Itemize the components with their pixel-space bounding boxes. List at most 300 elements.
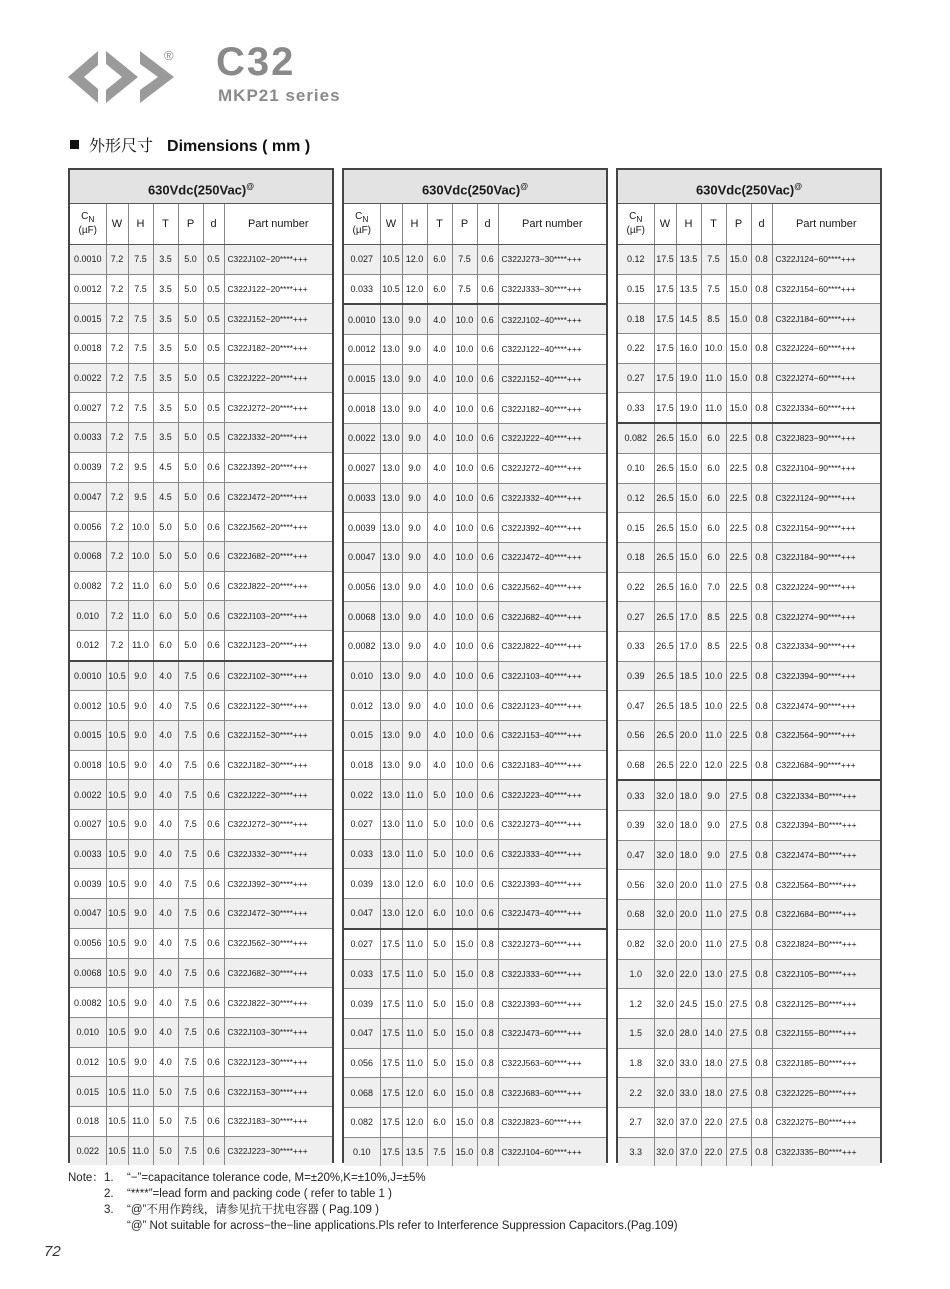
table-cell: 0.8 xyxy=(477,959,498,989)
table-cell: 6.0 xyxy=(427,245,452,275)
table-cell: 13.0 xyxy=(380,453,402,483)
table-cell: C322J124−90****+++ xyxy=(772,483,880,513)
table-cell: C322J223−40****+++ xyxy=(498,780,606,810)
table-cell: 10.0 xyxy=(452,572,477,602)
col-header-t: T xyxy=(427,204,452,245)
table-row xyxy=(344,810,606,840)
table-row xyxy=(618,363,880,393)
table-cell: C322J823−90****+++ xyxy=(772,423,880,453)
table-cell: 0.8 xyxy=(477,1018,498,1048)
table-cell: 10.5 xyxy=(380,245,402,275)
table-cell: C322J103−30****+++ xyxy=(224,1017,332,1047)
table-cell: 0.8 xyxy=(751,334,772,364)
table-cell: 9.5 xyxy=(128,452,153,482)
table-cell: C322J822−20****+++ xyxy=(224,571,332,601)
table-cell: 5.0 xyxy=(427,839,452,869)
table-row xyxy=(70,899,332,929)
table-cell: 0.027 xyxy=(344,929,380,959)
table-row xyxy=(70,928,332,958)
table-cell: 27.5 xyxy=(726,989,751,1019)
table-cell: 9.0 xyxy=(402,721,427,751)
table-cell: 17.5 xyxy=(380,1137,402,1166)
table-cell: 13.0 xyxy=(380,869,402,899)
table-cell: 4.0 xyxy=(427,483,452,513)
table-cell: C322J563−60****+++ xyxy=(498,1048,606,1078)
section-title-en: Dimensions ( mm ) xyxy=(167,138,311,155)
table-cell: 9.0 xyxy=(701,780,726,810)
table-cell: 32.0 xyxy=(654,1048,676,1078)
table-cell: 10.5 xyxy=(106,810,128,840)
table-cell: 0.8 xyxy=(477,989,498,1019)
table-cell: 0.010 xyxy=(70,601,106,631)
table-cell: 9.0 xyxy=(402,364,427,394)
table-cell: 11.0 xyxy=(402,810,427,840)
table-cell: 0.47 xyxy=(618,691,654,721)
table-cell: C322J684−90****+++ xyxy=(772,750,880,780)
col-header-h: H xyxy=(676,204,701,245)
table-row xyxy=(70,334,332,364)
table-cell: 5.0 xyxy=(427,810,452,840)
table-cell: 0.0033 xyxy=(70,839,106,869)
table-cell: 0.27 xyxy=(618,363,654,393)
table-cell: 9.0 xyxy=(402,513,427,543)
table-cell: C322J682−30****+++ xyxy=(224,958,332,988)
table-row xyxy=(344,602,606,632)
table-cell: 22.0 xyxy=(676,959,701,989)
table-cell: C322J225−B0****+++ xyxy=(772,1078,880,1108)
table-cell: 27.5 xyxy=(726,959,751,989)
table-cell: 0.5 xyxy=(203,334,224,364)
table-cell: 26.5 xyxy=(654,691,676,721)
table-cell: 0.6 xyxy=(477,424,498,454)
table-cell: 4.0 xyxy=(427,691,452,721)
table-cell: 12.0 xyxy=(402,1107,427,1137)
table-cell: 10.0 xyxy=(452,661,477,691)
table-cell: 22.0 xyxy=(701,1137,726,1166)
table-cell: 13.0 xyxy=(380,899,402,929)
table-cell: C322J183−30****+++ xyxy=(224,1106,332,1136)
table-header-row xyxy=(70,204,332,245)
table-cell: 9.0 xyxy=(701,811,726,841)
table-cell: 4.0 xyxy=(427,453,452,483)
table-cell: 0.27 xyxy=(618,602,654,632)
table-row xyxy=(344,1018,606,1048)
note-1: “−”=capacitance tolerance code, M=±20%,K=±10%,J=±5% xyxy=(127,1172,426,1184)
table-cell: 32.0 xyxy=(654,929,676,959)
table-row xyxy=(70,661,332,691)
table-cell: 10.0 xyxy=(452,542,477,572)
table-cell: 18.0 xyxy=(676,780,701,810)
table-cell: 0.0082 xyxy=(70,571,106,601)
table-cell: 0.015 xyxy=(70,1077,106,1107)
table-cell: 0.0027 xyxy=(344,453,380,483)
table-row xyxy=(70,393,332,423)
table-row xyxy=(618,483,880,513)
table-cell: 17.5 xyxy=(654,304,676,334)
table-row xyxy=(618,959,880,989)
table-row xyxy=(344,1107,606,1137)
table-cell: 13.0 xyxy=(380,631,402,661)
table-cell: 0.82 xyxy=(618,929,654,959)
table-cell: 15.0 xyxy=(676,483,701,513)
table-cell: 16.0 xyxy=(676,334,701,364)
table-cell: 6.0 xyxy=(427,274,452,304)
table-cell: 17.0 xyxy=(676,602,701,632)
table-cell: 0.082 xyxy=(618,423,654,453)
table-cell: 15.0 xyxy=(452,1018,477,1048)
table-cell: 4.0 xyxy=(427,602,452,632)
table-cell: 0.0056 xyxy=(70,512,106,542)
table-cell: 7.5 xyxy=(178,928,203,958)
table-cell: 3.5 xyxy=(153,423,178,453)
table-row xyxy=(618,1048,880,1078)
table-cell: 7.5 xyxy=(701,245,726,275)
table-row xyxy=(70,839,332,869)
table-cell: 5.0 xyxy=(178,393,203,423)
table-cell: 10.0 xyxy=(128,541,153,571)
col-header-h: H xyxy=(402,204,427,245)
table-cell: 0.8 xyxy=(751,1137,772,1166)
table-cell: 0.039 xyxy=(344,989,380,1019)
notes xyxy=(68,1170,678,1234)
table-cell: 27.5 xyxy=(726,1078,751,1108)
table-cell: 6.0 xyxy=(427,1107,452,1137)
table-cell: 5.0 xyxy=(178,482,203,512)
table-cell: C322J332−30****+++ xyxy=(224,839,332,869)
table-cell: C322J224−90****+++ xyxy=(772,572,880,602)
table-cell: 0.6 xyxy=(203,512,224,542)
table-cell: C322J562−20****+++ xyxy=(224,512,332,542)
table-cell: 22.5 xyxy=(726,542,751,572)
table-cell: C322J153−40****+++ xyxy=(498,721,606,751)
table-cell: 9.0 xyxy=(402,542,427,572)
table-cell: 26.5 xyxy=(654,661,676,691)
table-row xyxy=(344,661,606,691)
table-row xyxy=(344,304,606,334)
table-cell: C322J102−30****+++ xyxy=(224,661,332,691)
table-cell: 0.6 xyxy=(203,988,224,1018)
table-cell: 4.0 xyxy=(153,691,178,721)
table-cell: 0.018 xyxy=(344,750,380,780)
table-cell: 1.2 xyxy=(618,989,654,1019)
table-cell: 0.6 xyxy=(477,513,498,543)
table-row xyxy=(344,839,606,869)
col-header-p: P xyxy=(178,204,203,245)
table-cell: 4.0 xyxy=(427,364,452,394)
table-row xyxy=(618,245,880,275)
table-row xyxy=(344,989,606,1019)
table-cell: 4.0 xyxy=(153,899,178,929)
table-cell: 3.5 xyxy=(153,334,178,364)
dimension-table-3 xyxy=(616,168,882,1163)
table-cell: C322J335−B0****+++ xyxy=(772,1137,880,1166)
col-header-t: T xyxy=(153,204,178,245)
table-cell: C322J393−40****+++ xyxy=(498,869,606,899)
table-title: 630Vdc(250Vac)@ xyxy=(70,170,332,204)
table-cell: 9.0 xyxy=(128,928,153,958)
table-cell: 0.010 xyxy=(70,1017,106,1047)
table-header-row xyxy=(618,204,880,245)
table-cell: 0.0018 xyxy=(70,334,106,364)
table-row xyxy=(344,274,606,304)
table-row xyxy=(70,1077,332,1107)
table-row xyxy=(618,1078,880,1108)
table-cell: C322J183−40****+++ xyxy=(498,750,606,780)
table-row xyxy=(70,958,332,988)
table-cell: 0.39 xyxy=(618,811,654,841)
table-cell: 0.22 xyxy=(618,334,654,364)
table-cell: 0.010 xyxy=(344,661,380,691)
table-cell: 8.5 xyxy=(701,631,726,661)
table-cell: 2.7 xyxy=(618,1107,654,1137)
table-cell: 6.0 xyxy=(153,601,178,631)
table-cell: 0.8 xyxy=(751,959,772,989)
table-row xyxy=(70,1017,332,1047)
table-cell: C322J123−30****+++ xyxy=(224,1047,332,1077)
table-row xyxy=(70,750,332,780)
table-cell: 5.0 xyxy=(153,512,178,542)
table-cell: 11.0 xyxy=(128,1077,153,1107)
table-cell: 4.0 xyxy=(427,572,452,602)
col-header-p: P xyxy=(452,204,477,245)
table-row xyxy=(618,631,880,661)
table-cell: 3.5 xyxy=(153,245,178,275)
table-cell: 14.0 xyxy=(701,1018,726,1048)
table-row xyxy=(618,750,880,780)
table-cell: 10.5 xyxy=(106,928,128,958)
table-cell: 10.0 xyxy=(701,691,726,721)
table-cell: 32.0 xyxy=(654,780,676,810)
table-cell: C322J102−40****+++ xyxy=(498,304,606,334)
table-cell: C322J473−40****+++ xyxy=(498,899,606,929)
table-cell: 0.6 xyxy=(203,839,224,869)
table-cell: 1.5 xyxy=(618,1018,654,1048)
table-cell: 10.0 xyxy=(452,750,477,780)
table-cell: 11.0 xyxy=(402,959,427,989)
table-cell: 4.0 xyxy=(153,869,178,899)
table-row xyxy=(618,423,880,453)
table-cell: C322J474−B0****+++ xyxy=(772,840,880,870)
table-cell: 12.0 xyxy=(402,274,427,304)
table-cell: 10.0 xyxy=(452,304,477,334)
table-cell: 0.12 xyxy=(618,245,654,275)
table-row xyxy=(618,1107,880,1137)
table-cell: 15.0 xyxy=(726,393,751,423)
table-cell: 7.5 xyxy=(178,691,203,721)
table-cell: C322J334−60****+++ xyxy=(772,393,880,423)
table-cell: C322J123−20****+++ xyxy=(224,630,332,660)
table-cell: 0.8 xyxy=(751,840,772,870)
table-cell: 10.0 xyxy=(452,602,477,632)
table-cell: 0.0027 xyxy=(70,393,106,423)
table-cell: 10.0 xyxy=(452,513,477,543)
table-cell: 7.2 xyxy=(106,601,128,631)
table-cell: 9.0 xyxy=(128,1017,153,1047)
table-cell: 11.0 xyxy=(701,363,726,393)
table-cell: 17.5 xyxy=(380,1078,402,1108)
table-row xyxy=(344,899,606,929)
table-cell: 10.5 xyxy=(106,750,128,780)
table-cell: 0.0039 xyxy=(344,513,380,543)
table-cell: 17.5 xyxy=(380,1107,402,1137)
table-cell: 9.0 xyxy=(128,988,153,1018)
table-cell: 4.0 xyxy=(153,839,178,869)
table-cell: 7.2 xyxy=(106,630,128,660)
table-row xyxy=(70,304,332,334)
table-cell: 9.0 xyxy=(402,750,427,780)
table-cell: 4.0 xyxy=(153,988,178,1018)
table-cell: 1.8 xyxy=(618,1048,654,1078)
table-cell: C322J182−40****+++ xyxy=(498,394,606,424)
table-cell: 5.0 xyxy=(153,1077,178,1107)
table-cell: 0.047 xyxy=(344,1018,380,1048)
table-cell: 0.5 xyxy=(203,393,224,423)
table-row xyxy=(618,780,880,810)
table-cell: 5.0 xyxy=(178,630,203,660)
table-row xyxy=(618,721,880,751)
col-header-p: P xyxy=(726,204,751,245)
table-cell: 9.0 xyxy=(402,661,427,691)
table-cell: 0.6 xyxy=(203,721,224,751)
table-cell: 0.8 xyxy=(477,929,498,959)
table-row xyxy=(70,245,332,275)
table-cell: 9.0 xyxy=(128,691,153,721)
table-cell: 0.6 xyxy=(203,1106,224,1136)
table-cell: 26.5 xyxy=(654,483,676,513)
table-cell: 0.0027 xyxy=(70,810,106,840)
table-cell: 9.0 xyxy=(402,394,427,424)
table-cell: 0.6 xyxy=(477,750,498,780)
table-cell: 7.5 xyxy=(452,245,477,275)
table-cell: C322J152−20****+++ xyxy=(224,304,332,334)
table-cell: 7.2 xyxy=(106,393,128,423)
table-cell: 27.5 xyxy=(726,780,751,810)
table-cell: C322J103−40****+++ xyxy=(498,661,606,691)
table-cell: 13.0 xyxy=(380,572,402,602)
table-row xyxy=(618,1137,880,1166)
col-header-part: Part number xyxy=(224,204,332,245)
table-row xyxy=(618,304,880,334)
table-row xyxy=(618,691,880,721)
table-cell: 15.0 xyxy=(726,304,751,334)
page-number: 72 xyxy=(44,1243,61,1260)
table-cell: 7.2 xyxy=(106,245,128,275)
table-cell: 9.0 xyxy=(128,958,153,988)
table-cell: 10.0 xyxy=(452,691,477,721)
table-cell: 22.5 xyxy=(726,423,751,453)
table-cell: 0.6 xyxy=(477,572,498,602)
table-cell: 17.5 xyxy=(380,989,402,1019)
table-cell: 17.5 xyxy=(380,1048,402,1078)
table-row xyxy=(70,988,332,1018)
table-cell: 13.0 xyxy=(380,750,402,780)
table-cell: 0.8 xyxy=(751,661,772,691)
table-cell: 0.0010 xyxy=(70,661,106,691)
table-cell: C322J474−90****+++ xyxy=(772,691,880,721)
table-row xyxy=(344,721,606,751)
table-cell: 11.0 xyxy=(402,989,427,1019)
table-cell: 4.0 xyxy=(427,631,452,661)
table-cell: C322J682−40****+++ xyxy=(498,602,606,632)
table-cell: 6.0 xyxy=(701,423,726,453)
table-cell: 12.0 xyxy=(402,1078,427,1108)
table-cell: 11.0 xyxy=(128,571,153,601)
table-cell: 7.5 xyxy=(178,810,203,840)
table-cell: 10.0 xyxy=(452,453,477,483)
table-cell: 7.5 xyxy=(128,334,153,364)
table-cell: 13.0 xyxy=(380,424,402,454)
table-cell: 3.3 xyxy=(618,1137,654,1166)
table-cell: 3.5 xyxy=(153,393,178,423)
table-row xyxy=(70,810,332,840)
table-cell: 0.022 xyxy=(344,780,380,810)
table-cell: 0.8 xyxy=(477,1137,498,1166)
table-cell: 7.5 xyxy=(178,988,203,1018)
table-cell: 7.5 xyxy=(178,1106,203,1136)
table-cell: 0.6 xyxy=(477,274,498,304)
table-cell: 0.0068 xyxy=(70,958,106,988)
table-cell: C322J122−20****+++ xyxy=(224,274,332,304)
table-cell: 11.0 xyxy=(701,870,726,900)
table-cell: 11.0 xyxy=(128,630,153,660)
table-cell: C322J822−40****+++ xyxy=(498,631,606,661)
table-row xyxy=(618,542,880,572)
table-row xyxy=(70,423,332,453)
table-cell: C322J332−40****+++ xyxy=(498,483,606,513)
table-cell: 9.0 xyxy=(402,572,427,602)
table-cell: 6.0 xyxy=(701,483,726,513)
table-cell: 0.8 xyxy=(751,989,772,1019)
table-cell: 5.0 xyxy=(178,571,203,601)
table-row xyxy=(70,571,332,601)
table-cell: 0.6 xyxy=(203,661,224,691)
table-cell: 15.0 xyxy=(676,542,701,572)
table-cell: 18.0 xyxy=(676,840,701,870)
table-cell: 10.0 xyxy=(452,394,477,424)
note-3: “@”不用作跨线，请参见抗干扰电容器 ( Pag.109 ) xyxy=(127,1204,379,1216)
table-cell: C322J122−40****+++ xyxy=(498,335,606,365)
table-cell: 0.8 xyxy=(751,572,772,602)
table-cell: 0.6 xyxy=(477,335,498,365)
table-cell: 11.0 xyxy=(701,929,726,959)
table-cell: 0.22 xyxy=(618,572,654,602)
table-row xyxy=(618,274,880,304)
table-cell: 7.5 xyxy=(128,245,153,275)
table-row xyxy=(344,483,606,513)
table-cell: 32.0 xyxy=(654,989,676,1019)
table-cell: 0.6 xyxy=(203,482,224,512)
table-cell: 22.5 xyxy=(726,602,751,632)
table-cell: 0.8 xyxy=(751,363,772,393)
table-cell: 0.033 xyxy=(344,274,380,304)
table-cell: C322J392−30****+++ xyxy=(224,869,332,899)
table-cell: 9.0 xyxy=(128,750,153,780)
table-cell: 22.5 xyxy=(726,721,751,751)
notes-label: Note： xyxy=(68,1172,104,1184)
table-title: 630Vdc(250Vac)@ xyxy=(618,170,880,204)
table-cell: 17.5 xyxy=(654,363,676,393)
table-cell: 9.0 xyxy=(402,453,427,483)
col-header-cn: $C_N$ (µF) xyxy=(344,204,380,245)
table-cell: C322J472−40****+++ xyxy=(498,542,606,572)
table-cell: 15.0 xyxy=(726,334,751,364)
table-row xyxy=(70,541,332,571)
table-cell: 0.022 xyxy=(70,1136,106,1165)
table-cell: 28.0 xyxy=(676,1018,701,1048)
table-cell: C322J562−40****+++ xyxy=(498,572,606,602)
table-cell: C322J152−30****+++ xyxy=(224,721,332,751)
table-cell: 7.2 xyxy=(106,452,128,482)
